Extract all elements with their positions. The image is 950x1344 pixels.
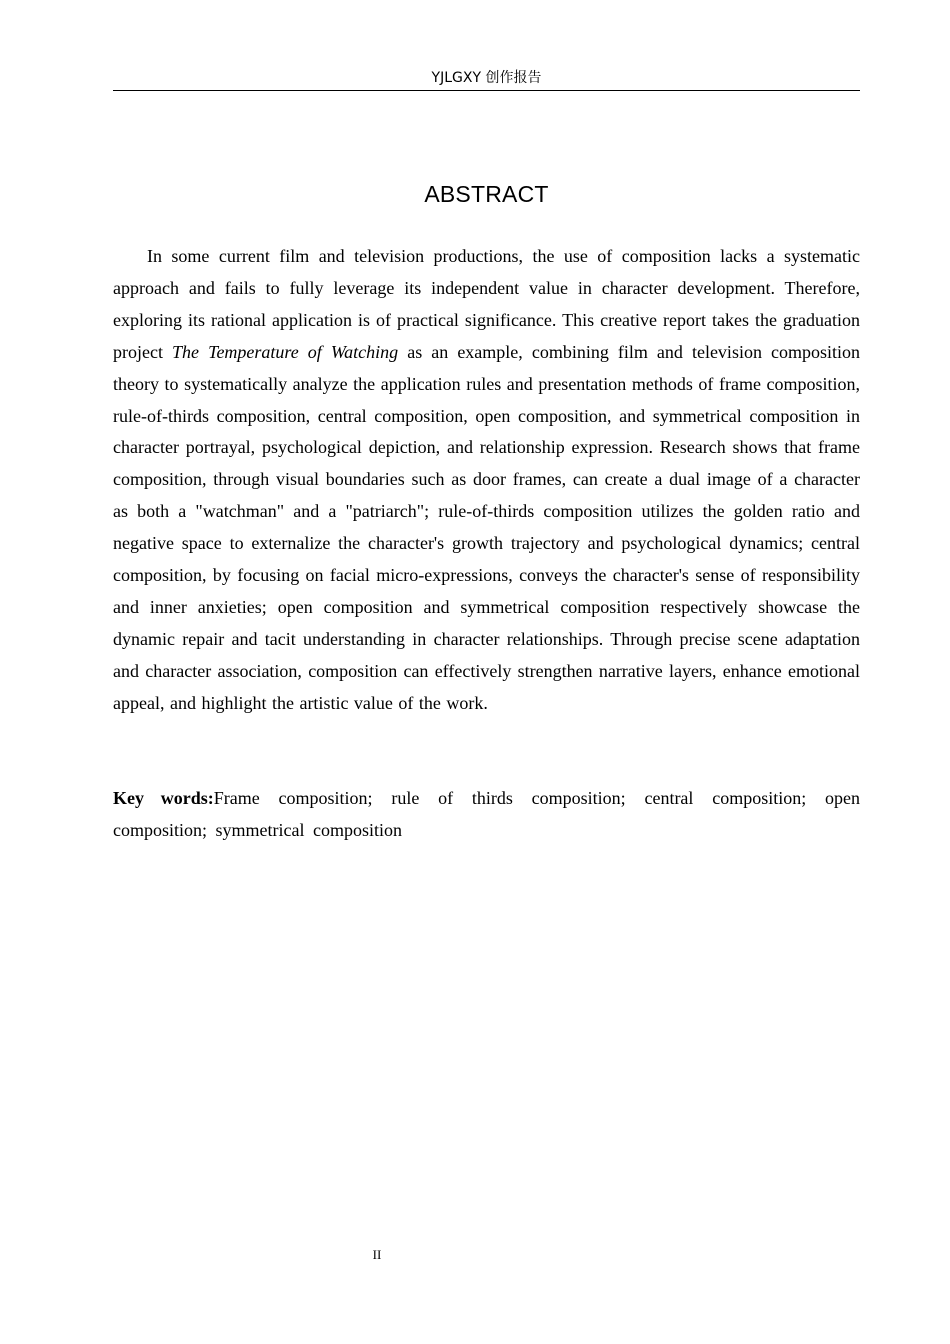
keywords-paragraph xyxy=(113,783,860,847)
abstract-text-part-2: as an example, combining film and television composition theory to systematically analyze the application rules and presentation methods of frame composition, rule-of-thirds composition, central composition, open composition, and symmetrical composition in character portrayal, psychological depiction, and relationship expression. Research shows that frame composition, through visual boundaries such as door frames, can create a dual image of a character as both a "watchman" and a "patriarch"; rule-of-thirds composition utilizes the golden ratio and negative space to externalize the character's growth trajectory and psychological dynamics; central composition, by focusing on facial micro-expressions, conveys the character's sense of responsibility and inner anxieties; open composition and symmetrical composition respectively showcase the dynamic repair and tacit understanding in character relationships. Through precise scene adaptation and character association, composition can effectively strengthen narrative layers, enhance emotional appeal, and highlight the artistic value of the work. xyxy=(113,341,860,713)
running-header: YJLGXY 创作报告 xyxy=(431,70,542,86)
keywords-text: Frame composition; rule of thirds composition; central composition; open composition; symmetrical composition xyxy=(113,788,860,840)
page-number: II xyxy=(372,1247,382,1262)
abstract-title: ABSTRACT xyxy=(424,181,549,207)
abstract-text-part-1: In some current film and television productions, the use of composition lacks a systematic approach and fails to fully leverage its independent value in character development. Therefore, exploring its rational application is of practical significance. This creative report takes the graduation project xyxy=(113,246,860,362)
abstract-paragraph xyxy=(113,241,860,720)
keywords-label: Key words: xyxy=(113,788,214,808)
project-title: The Temperature of Watching xyxy=(172,341,399,362)
header-rule xyxy=(113,90,860,91)
